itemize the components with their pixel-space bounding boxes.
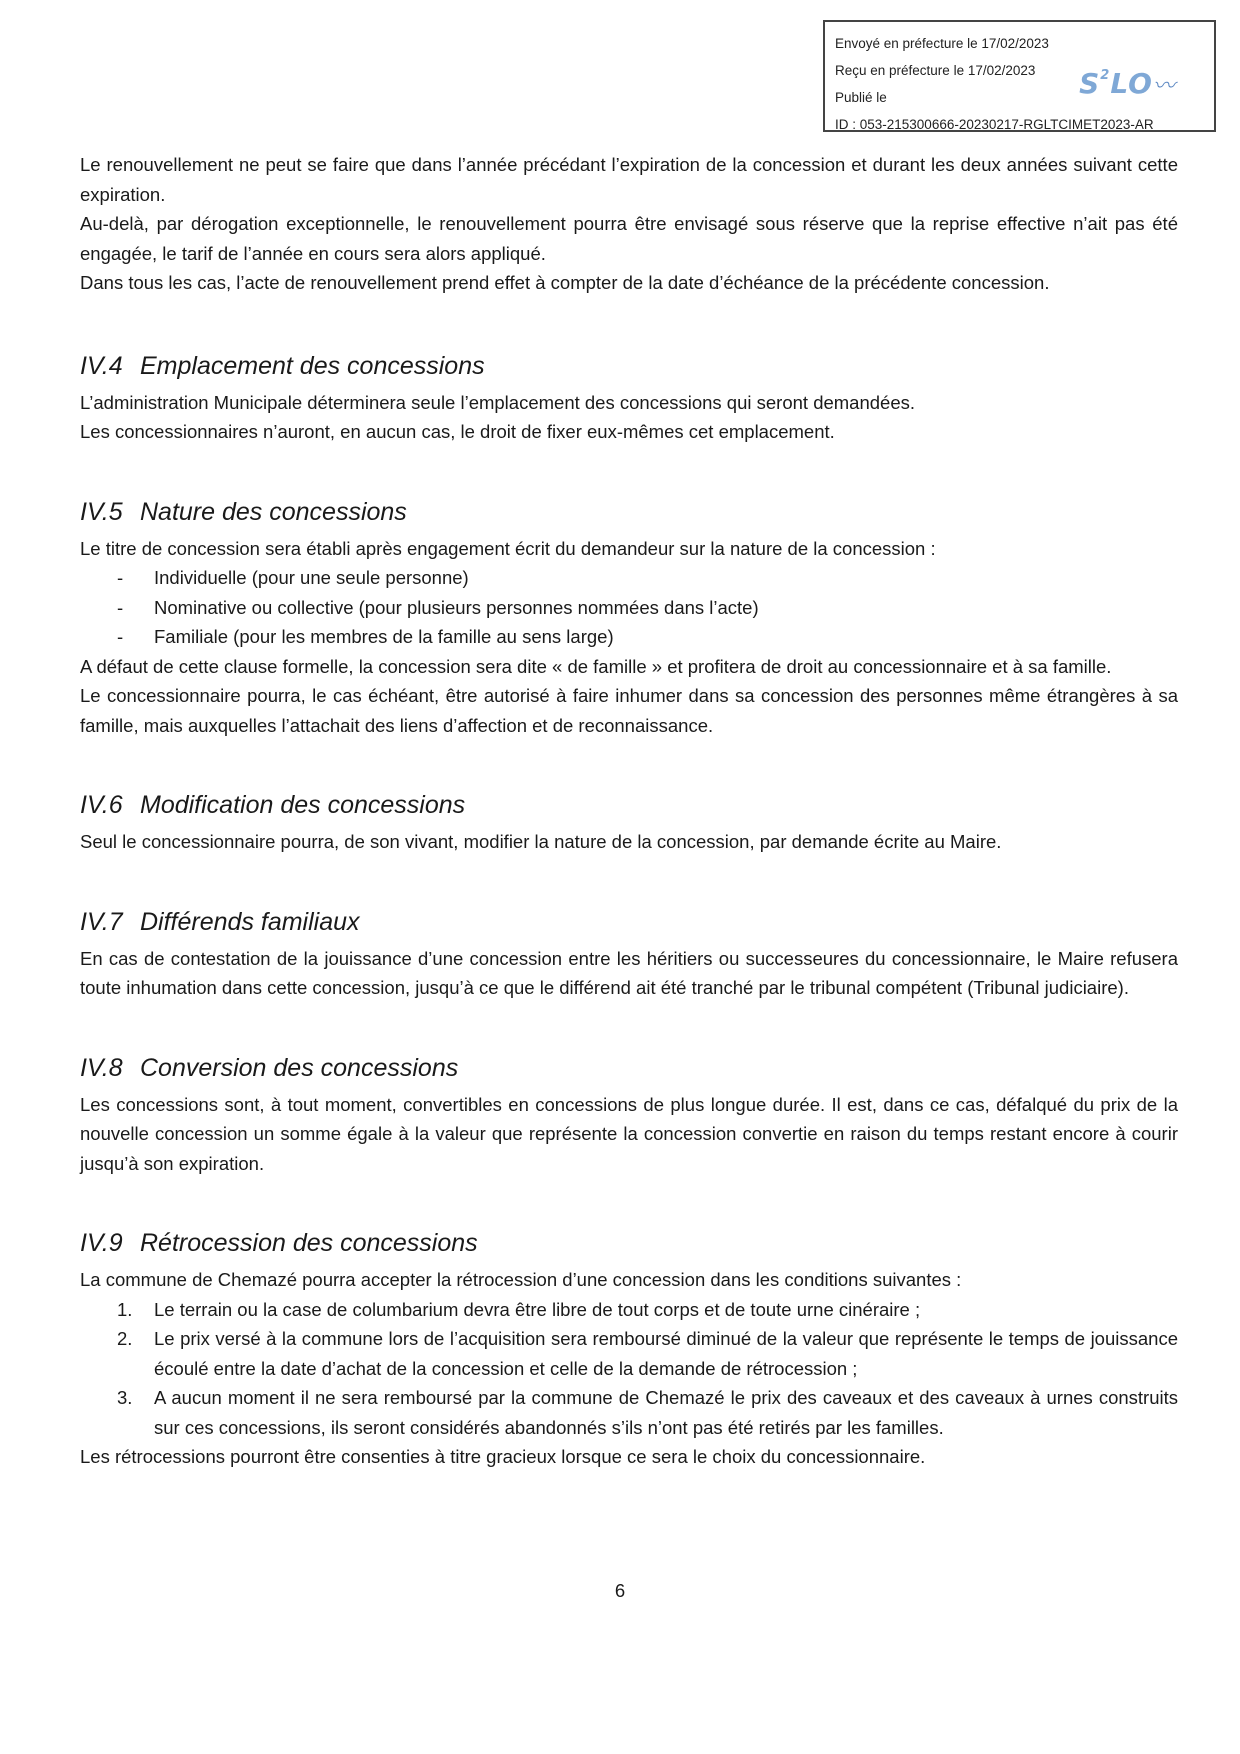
paragraph: L’administration Municipale déterminera seule l’emplacement des concessions qui seront demandées. [80, 391, 916, 413]
s2lo-logo: $S^2LO$〰 [1079, 67, 1176, 100]
paragraph: A défaut de cette clause formelle, la concession sera dite « de famille » et profitera de droit au concessionnaire et à sa famille. [80, 655, 1112, 677]
section-heading: IV.4 Emplacement des concessions [80, 351, 485, 380]
paragraph: Le concessionnaire pourra, le cas échéant, être autorisé à faire inhumer dans sa concession des personnes même étrangères à sa famille, mais auxquelles l’attachait des liens d’affection et de reconnaissance. [80, 685, 1178, 736]
list-item: - Nominative ou collective (pour plusieurs personnes nommées dans l’acte) [80, 593, 1178, 623]
section-iv8 [80, 1052, 1178, 1179]
paragraph: Le titre de concession sera établi après engagement écrit du demandeur sur la nature de la concession : [80, 537, 936, 559]
stamp-id: ID : 053-215300666-20230217-RGLTCIMET2023-AR [835, 117, 1154, 132]
stamp-sent: Envoyé en préfecture le 17/02/2023 [835, 36, 1049, 51]
section-heading: IV.7 Différends familiaux [80, 907, 360, 936]
stamp-received: Reçu en préfecture le 17/02/2023 [835, 63, 1036, 78]
list-item: 3. A aucun moment il ne sera remboursé par la commune de Chemazé le prix des caveaux et des caveaux à urnes construits sur ces concessions, ils seront considérés abandonnés s’ils n’ont pas été retirés par les familles. [117, 1387, 1178, 1438]
section-iv5 [80, 496, 1178, 741]
page-number: 6 [614, 1580, 626, 1601]
section-iv6 [80, 789, 1178, 857]
section-iv9 [80, 1227, 1178, 1472]
document-body [80, 150, 1178, 1472]
section-heading: IV.5 Nature des concessions [80, 497, 407, 526]
paragraph: La commune de Chemazé pourra accepter la rétrocession d’une concession dans les conditions suivantes : [80, 1269, 962, 1290]
section-heading: IV.9 Rétrocession des concessions [80, 1229, 478, 1257]
paragraph: Les concessions sont, à tout moment, convertibles en concessions de plus longue durée. Il est, dans ce cas, défalqué du prix de la nouvelle concession un somme égale à la valeur que représente la concession convertie en raison du temps restant encore à courir jusqu’à son expiration. [80, 1093, 1178, 1174]
paragraph: Les concessionnaires n’auront, en aucun cas, le droit de fixer eux-mêmes cet emplacement. [80, 421, 835, 442]
section-heading: IV.6 Modification des concessions [80, 791, 466, 819]
prefecture-stamp [823, 20, 1216, 132]
paragraph: Les rétrocessions pourront être consenties à titre gracieux lorsque ce sera le choix du concessionnaire. [80, 1446, 926, 1467]
stamp-published: Publié le [835, 90, 887, 105]
concession-type-list [80, 563, 1178, 652]
list-item: 1. Le terrain ou la case de columbarium devra être libre de tout corps et de toute urne cinéraire ; [117, 1298, 921, 1320]
section-iv4 [80, 350, 1178, 447]
list-item: 2. Le prix versé à la commune lors de l’acquisition sera remboursé diminué de la valeur que représente le temps de jouissance écoulé entre la date d’achat de la concession et celle de la demande de rétrocession ; [117, 1328, 1178, 1379]
list-item: - Familiale (pour les membres de la famille au sens large) [80, 622, 1178, 652]
retrocession-conditions-list [80, 1295, 1178, 1443]
section-iv7 [80, 906, 1178, 1003]
list-item: - Individuelle (pour une seule personne) [80, 563, 1178, 593]
section-heading: IV.8 Conversion des concessions [80, 1053, 459, 1082]
paragraph: Seul le concessionnaire pourra, de son vivant, modifier la nature de la concession, par demande écrite au Maire. [80, 831, 1002, 852]
paragraph: Le renouvellement ne peut se faire que dans l’année précédant l’expiration de la concession et durant les deux années suivant cette expiration. [80, 154, 1178, 205]
intro-section [80, 150, 1178, 298]
paragraph: En cas de contestation de la jouissance d’une concession entre les héritiers ou successeures du concessionnaire, le Maire refusera toute inhumation dans cette concession, jusqu’à ce que le différend ait été tranché par le tribunal compétent (Tribunal judiciaire). [80, 947, 1178, 998]
paragraph: Au-delà, par dérogation exceptionnelle, le renouvellement pourra être envisagé sous réserve que la reprise effective n’ait pas été engagée, le tarif de l’année en cours sera alors appliqué. [80, 213, 1178, 264]
paragraph: Dans tous les cas, l’acte de renouvellement prend effet à compter de la date d’échéance de la précédente concession. [80, 272, 1050, 293]
